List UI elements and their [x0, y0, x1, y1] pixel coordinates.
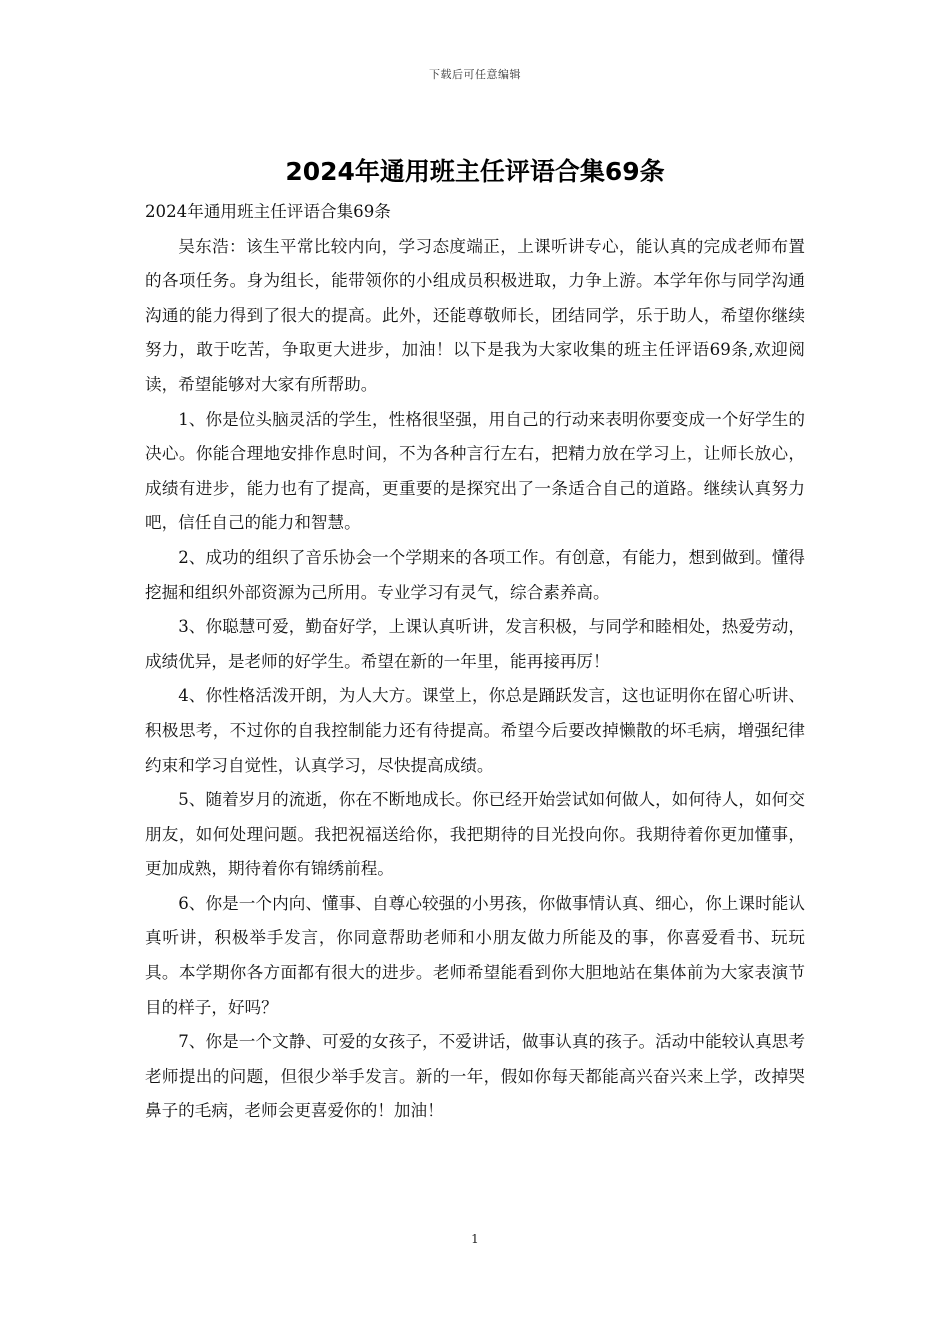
paragraph-item-3: 3、你聪慧可爱，勤奋好学，上课认真听讲，发言积极，与同学和睦相处，热爱劳动，成绩优异，是老师的好学生。希望在新的一年里，能再接再厉！: [145, 617, 805, 671]
document-subtitle: 2024年通用班主任评语合集69条: [145, 202, 391, 221]
document-title: 2024年通用班主任评语合集69条: [285, 157, 665, 186]
page-number: 1: [471, 1232, 479, 1246]
paragraph-item-5: 5、随着岁月的流逝，你在不断地成长。你已经开始尝试如何做人，如何待人，如何交朋友，如何处理问题。我把祝福送给你，我把期待的目光投向你。我期待着你更加懂事，更加成熟，期待着你有锦绣前程。: [145, 790, 805, 879]
paragraph-item-2: 2、成功的组织了音乐协会一个学期来的各项工作。有创意，有能力，想到做到。懂得挖掘和组织外部资源为己所用。专业学习有灵气，综合素养高。: [145, 547, 805, 602]
document-body: [145, 195, 805, 1129]
paragraph-item-7: 7、你是一个文静、可爱的女孩子，不爱讲话，做事认真的孩子。活动中能较认真思考老师提出的问题，但很少举手发言。新的一年，假如你每天都能高兴奋兴来上学，改掉哭鼻子的毛病，老师会更喜爱你的！加油！: [145, 1032, 805, 1121]
paragraph-intro: 吴东浩：该生平常比较内向，学习态度端正，上课听讲专心，能认真的完成老师布置的各项任务。身为组长，能带领你的小组成员积极进取，力争上游。本学年你与同学沟通沟通的能力得到了很大的提高。此外，还能尊敬师长，团结同学，乐于助人，希望你继续努力，敢于吃苦，争取更大进步，加油！以下是我为大家收集的班主任评语69条,欢迎阅读，希望能够对大家有所帮助。: [145, 236, 805, 394]
paragraph-item-6: 6、你是一个内向、懂事、自尊心较强的小男孩，你做事情认真、细心，你上课时能认真听讲，积极举手发言，你同意帮助老师和小朋友做力所能及的事，你喜爱看书、玩玩具。本学期你各方面都有很大的进步。老师希望能看到你大胆地站在集体前为大家表演节目的样子，好吗？: [145, 893, 805, 1017]
header-note: 下载后可任意编辑: [429, 68, 521, 81]
paragraph-item-1: 1、你是位头脑灵活的学生，性格很坚强，用自己的行动来表明你要变成一个好学生的决心。你能合理地安排作息时间，不为各种言行左右，把精力放在学习上，让师长放心，成绩有进步，能力也有了提高，更重要的是探究出了一条适合自己的道路。继续认真努力吧，信任自己的能力和智慧。: [145, 409, 805, 533]
paragraph-item-4: 4、你性格活泼开朗，为人大方。课堂上，你总是踊跃发言，这也证明你在留心听讲、积极思考，不过你的自我控制能力还有待提高。希望今后要改掉懒散的坏毛病，增强纪律约束和学习自觉性，认真学习，尽快提高成绩。: [145, 686, 805, 775]
